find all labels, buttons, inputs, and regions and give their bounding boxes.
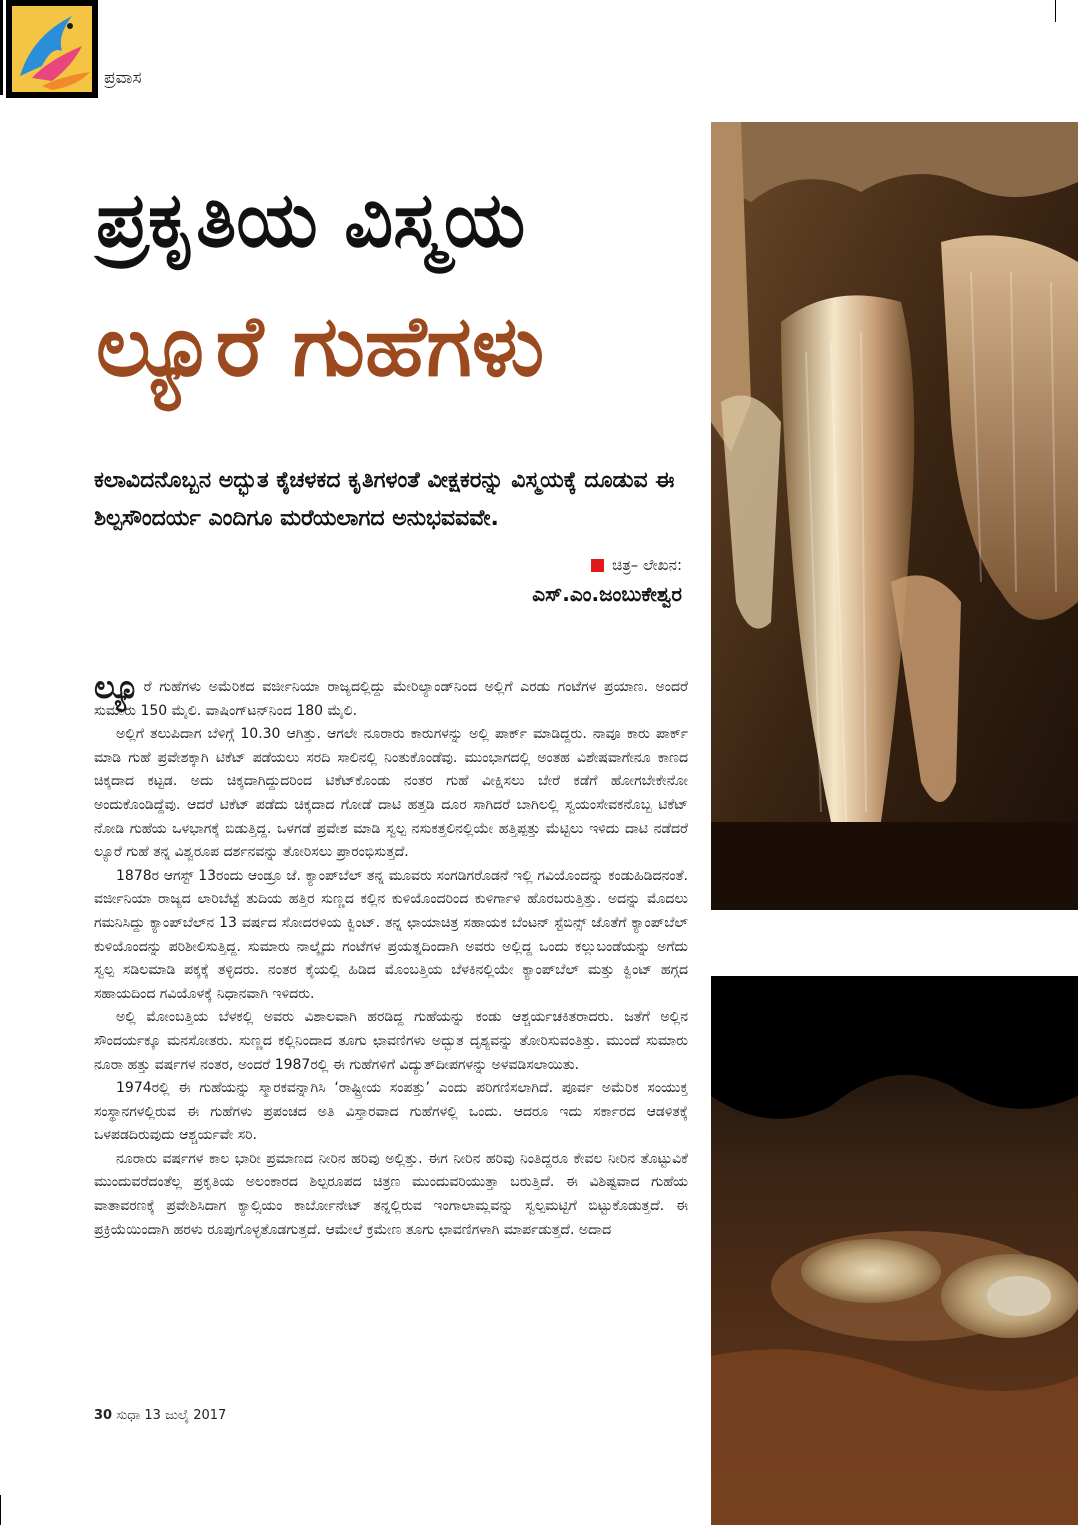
paragraph-1 xyxy=(94,668,688,723)
paragraph-6: ನೂರಾರು ವರ್ಷಗಳ ಕಾಲ ಭಾರೀ ಪ್ರಮಾಣದ ನೀರಿನ ಹರಿವು ಅಲ್ಲಿತ್ತು. ಈಗ ನೀರಿನ ಹರಿವು ನಿಂತಿದ್ದರೂ ಕೇವಲ ನೀರಿನ ತೊಟ್ಟುವಿಕೆ ಮುಂದುವರೆದಂತೆಲ್ಲ ಪ್ರಕೃತಿಯ ಅಲಂಕಾರದ ಶಿಲ್ಪರೂಪದ ಚಿತ್ರಣ ಮುಂದುವರಿಯುತ್ತಾ ಬರುತ್ತಿದೆ. ಈ ವಿಶಿಷ್ಟವಾದ ಗುಹೆಯ ವಾತಾವರಣಕ್ಕೆ ಪ್ರವೇಶಿಸಿದಾಗ ಕ್ಯಾಲ್ಸಿಯಂ ಕಾರ್ಬೋನೇಟ್ ತನ್ನಲ್ಲಿರುವ ಇಂಗಾಲಾಮ್ಲವನ್ನು ಸ್ವಲ್ಪಮಟ್ಟಿಗೆ ಬಿಟ್ಟುಕೊಡುತ್ತದೆ. ಈ ಪ್ರಕ್ರಿಯೆಯಿಂದಾಗಿ ಹರಳು ರೂಪುಗೊಳ್ಳತೊಡಗುತ್ತದೆ. ಆಮೇಲೆ ಕ್ರಮೇಣ ತೂಗು ಛಾವಣಿಗಳಾಗಿ ಮಾರ್ಪಡುತ್ತದೆ. ಅದಾದ xyxy=(94,1150,688,1238)
cave-pool-photo xyxy=(711,976,1078,1525)
paragraph-3: 1878ರ ಆಗಸ್ಟ್ 13ರಂದು ಆಂಡ್ರೂ ಜೆ. ಕ್ಯಾಂಪ್‌ಬೆಲ್ ತನ್ನ ಮೂವರು ಸಂಗಡಿಗರೊಡನೆ ಇಲ್ಲಿ ಗವಿಯೊಂದನ್ನು ಕಂಡುಹಿಡಿದನಂತೆ. ವರ್ಜೀನಿಯಾ ರಾಜ್ಯದ ಲಾರಿಬೆಟ್ಟೆ ತುದಿಯ ಹತ್ತಿರ ಸುಣ್ಣದ ಕಲ್ಲಿನ ಕುಳಿಯೊಂದರಿಂದ ಕುಳಿರ್ಗಾಳಿ ಹೊರಬರುತ್ತಿತ್ತು. ಅದನ್ನು ಮೊದಲು ಗಮನಿಸಿದ್ದು ಕ್ಯಾಂಪ್‌ಬೆಲ್‌ನ 13 ವರ್ಷದ ಸೋದರಳಿಯ ಕ್ವಿಂಟ್. ತನ್ನ ಛಾಯಾಚಿತ್ರ ಸಹಾಯಕ ಬೆಂಟನ್ ಸ್ಟೆಬಿನ್ಸ್ ಜೊತೆಗೆ ಕ್ಯಾಂಪ್‌ಬೆಲ್ ಕುಳಿಯೊಂದನ್ನು ಪರಿಶೀಲಿಸುತ್ತಿದ್ದ. ಸುಮಾರು ನಾಲ್ಕೈದು ಗಂಟೆಗಳ ಪ್ರಯತ್ನದಿಂದಾಗಿ ಅವರು ಅಲ್ಲಿದ್ದ ಒಂದು ಕಲ್ಲುಬಂಡೆಯನ್ನು ಅಗೆದು ಸ್ವಲ್ಪ ಸಡಿಲಮಾಡಿ ಪಕ್ಕಕ್ಕೆ ತಳ್ಳಿದರು. ನಂತರ ಕೈಯಲ್ಲಿ ಹಿಡಿದ ಮೊಂಬತ್ತಿಯ ಬೆಳಕಿನಲ್ಲಿಯೇ ಕ್ಯಾಂಪ್‌ಬೆಲ್ ಮತ್ತು ಕ್ವಿಂಟ್ ಹಗ್ಗದ ಸಹಾಯದಿಂದ ಗವಿಯೊಳಕ್ಕೆ ನಿಧಾನವಾಗಿ ಇಳಿದರು. xyxy=(94,867,688,1002)
crop-mark-top-left xyxy=(0,0,3,95)
drop-cap: ಲ್ಯೂ xyxy=(94,668,140,706)
magazine-logo xyxy=(6,0,98,98)
paragraph-5: 1974ರಲ್ಲಿ ಈ ಗುಹೆಯನ್ನು ಸ್ಮಾರಕವನ್ನಾಗಿಸಿ ‘ರಾಷ್ಟ್ರೀಯ ಸಂಪತ್ತು’ ಎಂದು ಪರಿಗಣಿಸಲಾಗಿದೆ. ಪೂರ್ವ ಅಮೆರಿಕ ಸಂಯುಕ್ತ ಸಂಸ್ಥಾನಗಳಲ್ಲಿರುವ ಈ ಗುಹೆಗಳು ಪ್ರಪಂಚದ ಅತಿ ವಿಸ್ತಾರವಾದ ಗುಹೆಗಳಲ್ಲಿ ಒಂದು. ಆದರೂ ಇದು ಸರ್ಕಾರದ ಆಡಳಿತಕ್ಕೆ ಒಳಪಡದಿರುವುದು ಆಶ್ಚರ್ಯವೇ ಸರಿ. xyxy=(94,1080,688,1144)
paragraph-4: ಅಲ್ಲಿ ಮೋಂಬತ್ತಿಯ ಬೆಳಕಲ್ಲಿ ಅವರು ವಿಶಾಲವಾಗಿ ಹರಡಿದ್ದ ಗುಹೆಯನ್ನು ಕಂಡು ಆಶ್ಚರ್ಯಚಕಿತರಾದರು. ಜತೆಗೆ ಅಲ್ಲಿನ ಸೌಂದರ್ಯಕ್ಕೂ ಮನಸೋತರು. ಸುಣ್ಣದ ಕಲ್ಲಿನಿಂದಾದ ತೂಗು ಛಾವಣಿಗಳು ಅದ್ಭುತ ದೃಶ್ಯವನ್ನು ತೋರಿಸುವಂತಿತ್ತು. ಮುಂದೆ ಸುಮಾರು ನೂರಾ ಹತ್ತು ವರ್ಷಗಳ ನಂತರ, ಅಂದರೆ 1987ರಲ್ಲಿ ಈ ಗುಹೆಗಳಿಗೆ ವಿದ್ಯುತ್‌ದೀಪಗಳನ್ನು ಅಳವಡಿಸಲಾಯಿತು. xyxy=(94,1009,688,1073)
magazine-name: ಸುಧಾ xyxy=(116,1408,141,1423)
deck-subheading: ಕಲಾವಿದನೊಬ್ಬನ ಅದ್ಭುತ ಕೈಚಳಕದ ಕೃತಿಗಳಂತೆ ವೀಕ್ಷಕರನ್ನು ವಿಸ್ಮಯಕ್ಕೆ ದೂಡುವ ಈ ಶಿಲ್ಪಸೌಂದರ್ಯ ಎಂದಿಗೂ ಮರೆಯಲಾಗದ ಅನುಭವವವೇ. xyxy=(94,468,675,531)
crop-mark-bottom-left xyxy=(0,1495,9,1525)
byline-label xyxy=(591,556,682,574)
crop-mark-top-right xyxy=(1055,0,1056,22)
byline-author: ಎಸ್.ಎಂ.ಜಂಬುಕೇಶ್ವರ xyxy=(532,582,682,606)
headline-line-2: ಲ್ಯೂರೆ ಗುಹೆಗಳು xyxy=(96,297,545,395)
red-square-icon xyxy=(591,559,604,572)
stalactite-photo-image xyxy=(711,122,1078,910)
cave-stalactite-photo xyxy=(711,122,1078,910)
article-body xyxy=(94,668,688,1242)
page-footer xyxy=(94,1408,226,1423)
paragraph-2: ಅಲ್ಲಿಗೆ ತಲುಪಿದಾಗ ಬೆಳಿಗ್ಗೆ 10.30 ಆಗಿತ್ತು. ಆಗಲೇ ನೂರಾರು ಕಾರುಗಳನ್ನು ಅಲ್ಲಿ ಪಾರ್ಕ್ ಮಾಡಿದ್ದರು. ನಾವೂ ಕಾರು ಪಾರ್ಕ್ ಮಾಡಿ ಗುಹೆ ಪ್ರವೇಶಕ್ಕಾಗಿ ಟಿಕೆಟ್ ಪಡೆಯಲು ಸರದಿ ಸಾಲಿನಲ್ಲಿ ನಿಂತುಕೊಂಡೆವು. ಮುಂಭಾಗದಲ್ಲಿ ಅಂತಹ ವಿಶೇಷವಾಗೇನೂ ಕಾಣದ ಚಿಕ್ಕದಾದ ಕಟ್ಟಡ. ಅದು ಚಿಕ್ಕದಾಗಿದ್ದುದರಿಂದ ಟಿಕೆಟ್‌ಕೊಂಡು ನಂತರ ಗುಹೆ ವೀಕ್ಷಿಸಲು ಬೇರೆ ಕಡೆಗೆ ಹೋಗಬೇಕೇನೋ ಅಂದುಕೊಂಡಿದ್ದೆವು. ಆದರೆ ಟಿಕೆಟ್ ಪಡೆದು ಚಿಕ್ಕದಾದ ಗೋಡೆ ದಾಟಿ ಹತ್ತಡಿ ದೂರ ಸಾಗಿದರೆ ಬಾಗಿಲಲ್ಲಿ ಸ್ವಯಂಸೇವಕನೊಬ್ಬ ಟಿಕೆಟ್ ನೋಡಿ ಗುಹೆಯ ಒಳಭಾಗಕ್ಕೆ ಬಿಡುತ್ತಿದ್ದ. ಒಳಗಡೆ ಪ್ರವೇಶ ಮಾಡಿ ಸ್ವಲ್ಪ ನಸುಕತ್ತಲಿನಲ್ಲಿಯೇ ಹತ್ತಿಪ್ಪತ್ತು ಮೆಟ್ಟಿಲು ಇಳಿದು ದಾಟಿ ನಡೆದರೆ ಲ್ಯೂರೆ ಗುಹೆ ತನ್ನ ವಿಶ್ವರೂಪ ದರ್ಶನವನ್ನು ತೋರಿಸಲು ಪ್ರಾರಂಭಿಸುತ್ತದೆ. xyxy=(94,726,688,861)
byline-label-text: ಚಿತ್ರ– ಲೇಖನ: xyxy=(612,556,682,574)
headline-line-1: ಪ್ರಕೃತಿಯ ವಿಸ್ಮಯ xyxy=(96,175,526,264)
cave-pool-photo-image xyxy=(711,976,1078,1525)
issue-date: 13 ಜುಲೈ 2017 xyxy=(144,1408,227,1423)
section-label: ಪ್ರವಾಸ xyxy=(104,68,142,88)
bird-logo-icon xyxy=(12,6,92,92)
page-number: 30 xyxy=(94,1408,113,1423)
paragraph-1-text: ರೆ ಗುಹೆಗಳು ಅಮೆರಿಕದ ವರ್ಜೀನಿಯಾ ರಾಜ್ಯದಲ್ಲಿದ್ದು ಮೇರಿಲ್ಯಾಂಡ್‌ನಿಂದ ಅಲ್ಲಿಗೆ ಎರಡು ಗಂಟೆಗಳ ಪ್ರಯಾಣ. ಅಂದರೆ ಸುಮಾರು 150 ಮೈಲಿ. ವಾಷಿಂಗ್‌ಟನ್‌ನಿಂದ 180 ಮೈಲಿ. xyxy=(94,679,688,719)
